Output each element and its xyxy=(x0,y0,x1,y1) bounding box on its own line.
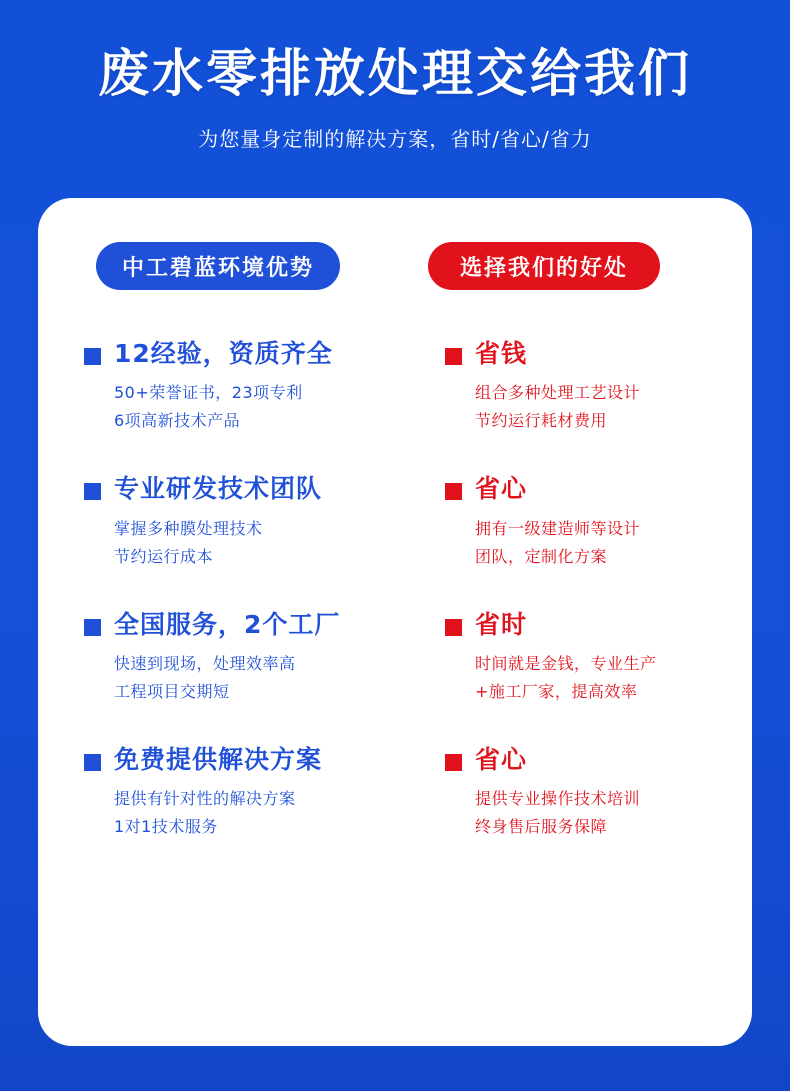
list-item-body xyxy=(475,785,752,841)
page-subtitle: 为您量身定制的解决方案，省时/省心/省力 xyxy=(198,126,592,151)
square-bullet-icon xyxy=(445,348,462,365)
list-item-body xyxy=(475,379,752,435)
square-bullet-icon xyxy=(84,619,101,636)
list-item-title: 免费提供解决方案 xyxy=(114,744,323,774)
list-item-line: 节约运行成本 xyxy=(114,546,214,566)
list-item xyxy=(84,609,395,706)
list-item-line: 快速到现场，处理效率高 xyxy=(114,653,296,673)
list-item-title: 省心 xyxy=(475,744,528,774)
list-item-title: 省钱 xyxy=(475,339,528,368)
square-bullet-icon xyxy=(445,619,462,636)
badge-company-advantages: 中工碧蓝环境优势 xyxy=(96,242,340,290)
list-item-line: 时间就是金钱，专业生产 xyxy=(475,653,657,673)
square-bullet-icon xyxy=(84,348,101,365)
list-item-title: 12经验，资质齐全 xyxy=(114,339,333,368)
list-item-line: 提供有针对性的解决方案 xyxy=(114,789,296,808)
list-item-line: +施工厂家，提高效率 xyxy=(475,681,638,701)
list-item xyxy=(445,609,752,706)
list-item-line: 拥有一级建造师等设计 xyxy=(475,518,641,538)
list-item-line: 50+荣誉证书，23项专利 xyxy=(114,383,303,403)
list-item-line: 1对1技术服务 xyxy=(114,817,218,836)
list-item-line: 掌握多种膜处理技术 xyxy=(114,518,263,538)
column-benefits xyxy=(395,338,752,879)
list-item-line: 节约运行耗材费用 xyxy=(475,411,608,431)
list-item xyxy=(445,473,752,570)
list-item-head xyxy=(445,609,752,640)
square-bullet-icon xyxy=(445,483,462,500)
list-item-line: 组合多种处理工艺设计 xyxy=(475,383,641,403)
list-item-head xyxy=(445,338,752,369)
list-item xyxy=(445,744,752,841)
content-card xyxy=(38,198,752,1046)
list-item xyxy=(84,744,395,841)
list-item-title: 专业研发技术团队 xyxy=(114,474,323,504)
list-item xyxy=(445,338,752,435)
list-item-head xyxy=(84,744,395,775)
two-column-list xyxy=(38,338,752,879)
list-item-head xyxy=(445,473,752,504)
list-item-body xyxy=(114,785,395,841)
list-item-head xyxy=(445,744,752,775)
column-advantages xyxy=(38,338,395,879)
poster-header xyxy=(0,0,790,152)
list-item-head xyxy=(84,473,395,504)
pill-row xyxy=(38,198,752,284)
badge-customer-benefits: 选择我们的好处 xyxy=(428,242,660,290)
list-item-head xyxy=(84,609,395,640)
list-item-line: 终身售后服务保障 xyxy=(475,817,608,836)
list-item-body xyxy=(475,515,752,571)
list-item-body xyxy=(114,379,395,435)
list-item xyxy=(84,473,395,570)
list-item-body xyxy=(114,515,395,571)
list-item-head xyxy=(84,338,395,369)
list-item-line: 工程项目交期短 xyxy=(114,681,230,701)
list-item-line: 6项高新技术产品 xyxy=(114,411,241,431)
list-item xyxy=(84,338,395,435)
list-item-line: 提供专业操作技术培训 xyxy=(475,789,641,808)
list-item-title: 省心 xyxy=(475,474,528,504)
square-bullet-icon xyxy=(445,754,462,771)
page-title: 废水零排放处理交给我们 xyxy=(97,45,692,104)
list-item-line: 团队，定制化方案 xyxy=(475,546,608,566)
square-bullet-icon xyxy=(84,483,101,500)
list-item-body xyxy=(475,650,752,706)
list-item-body xyxy=(114,650,395,706)
list-item-title: 全国服务，2个工厂 xyxy=(114,609,341,639)
list-item-title: 省时 xyxy=(475,609,528,639)
square-bullet-icon xyxy=(84,754,101,771)
